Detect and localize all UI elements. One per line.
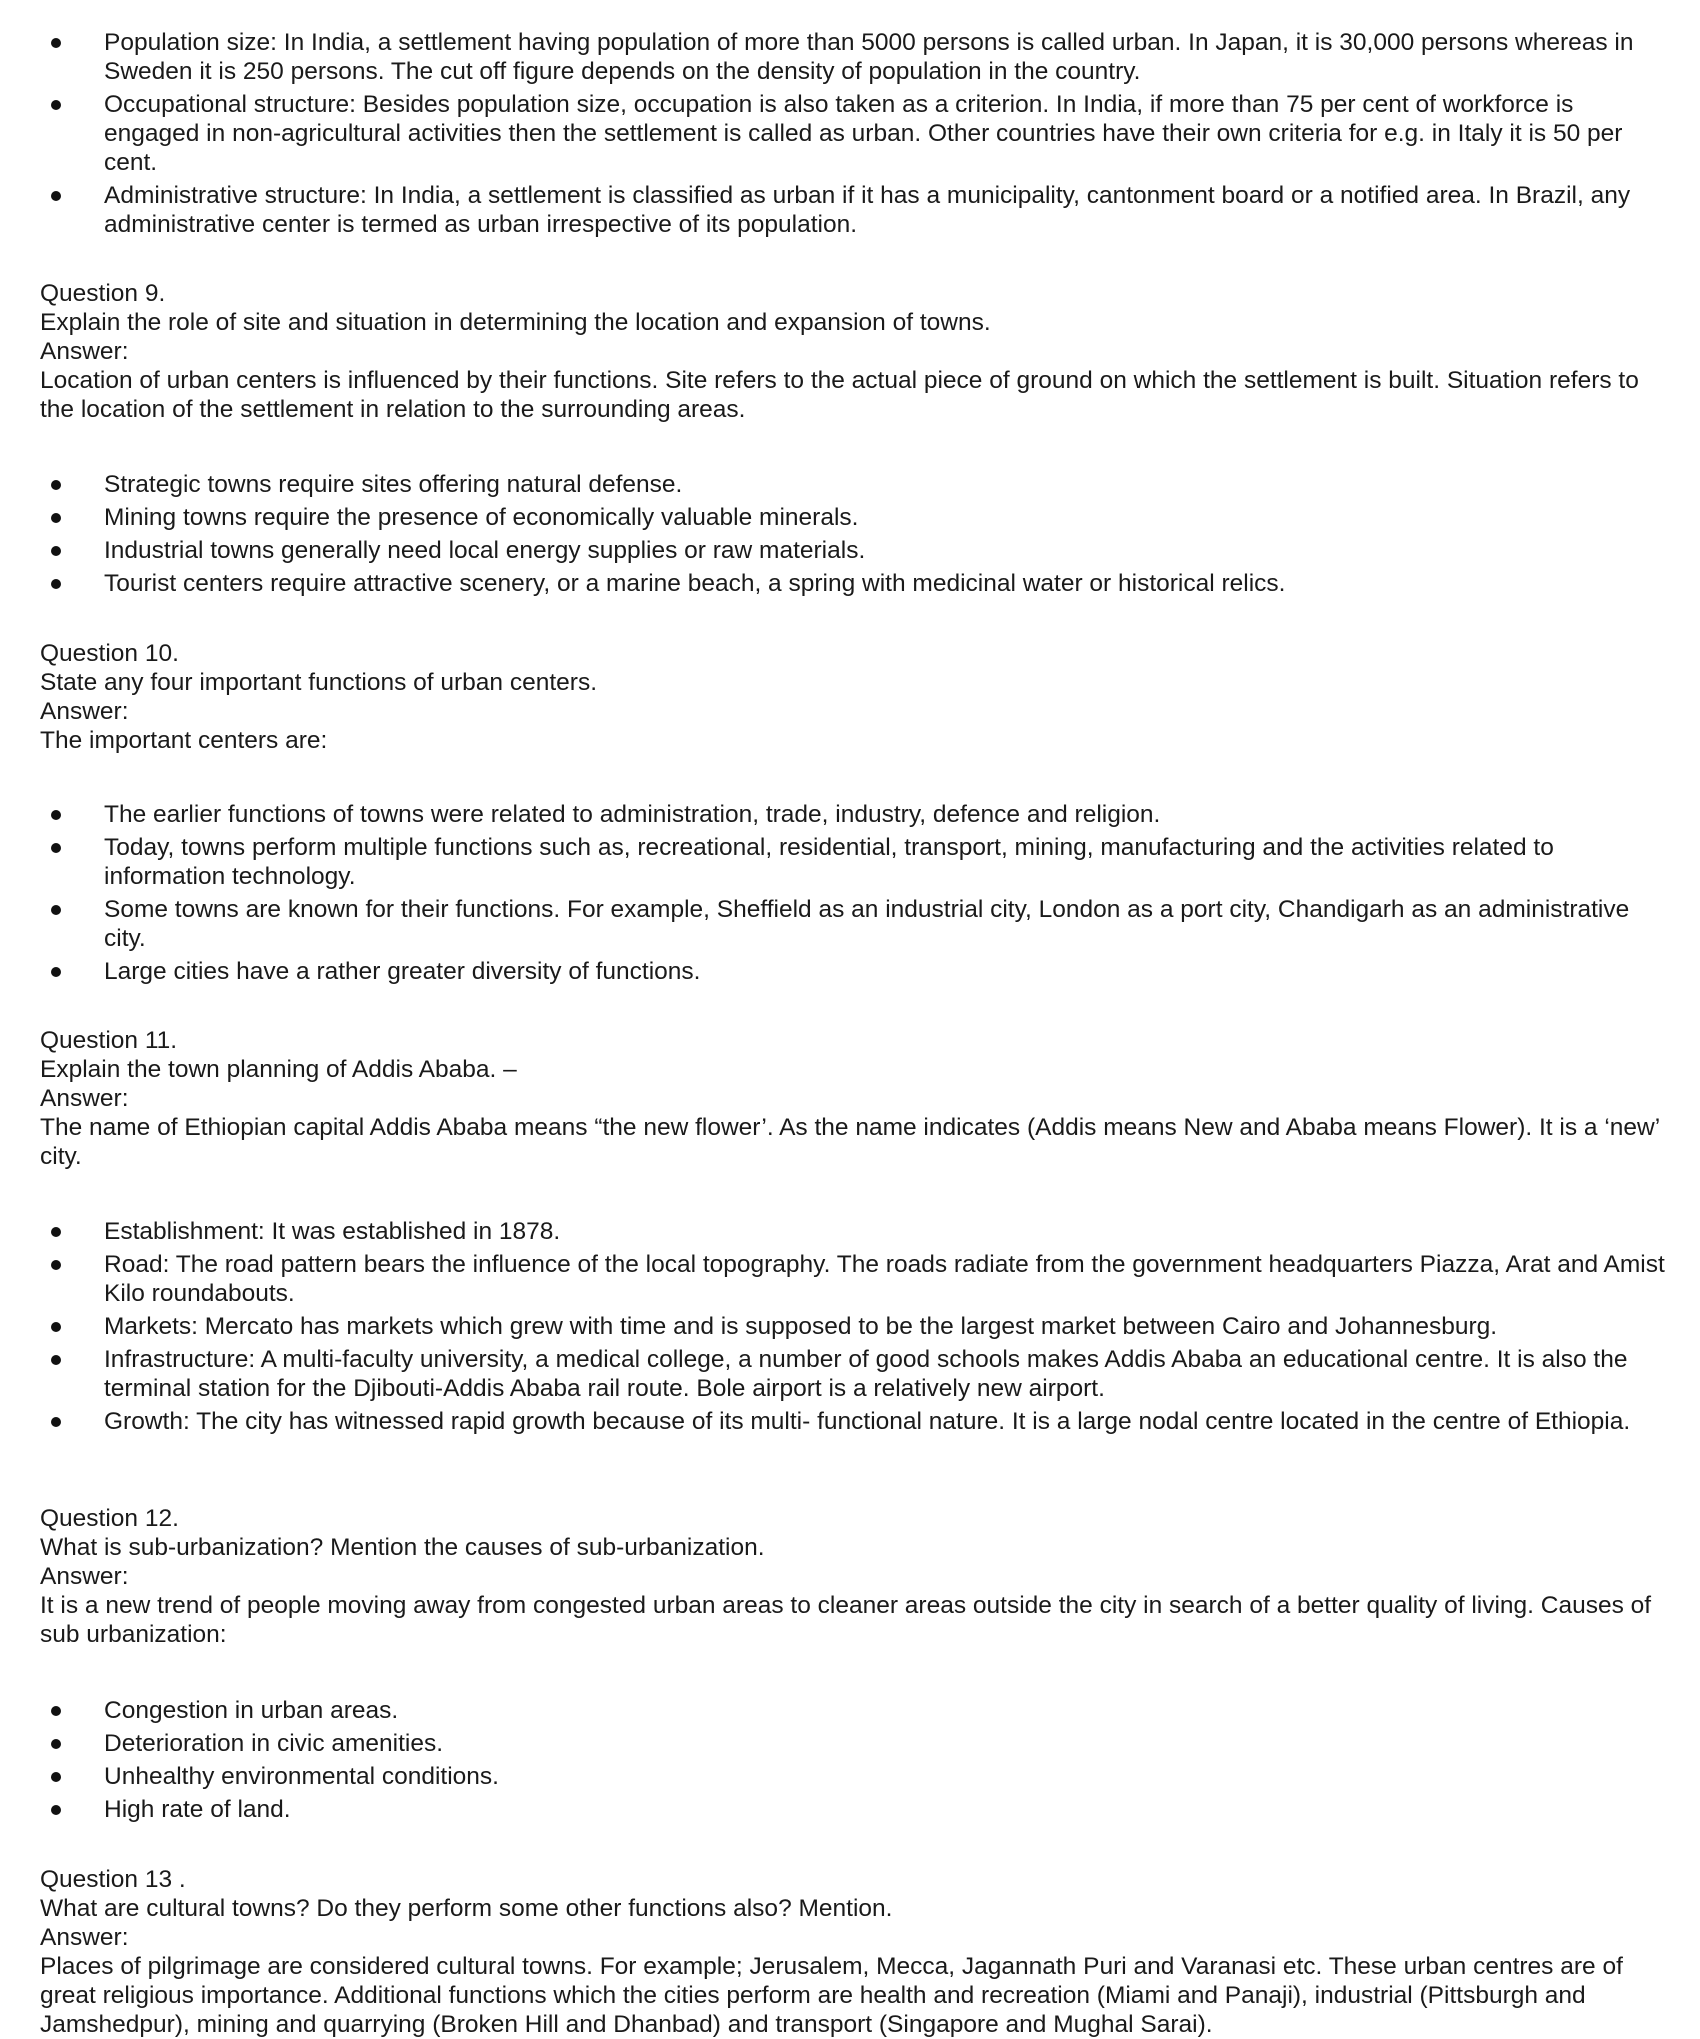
bullet-item: [0, 28, 1680, 86]
bullet-icon: [51, 1706, 61, 1716]
bullet-text: Mining towns require the presence of economically valuable minerals.: [104, 504, 859, 531]
bullet-text: Road: The road pattern bears the influence of the local topography. The roads radiate from the government headquarters Piazza, Arat and Amist Kilo roundabouts.: [104, 1251, 1665, 1307]
bullet-item: [0, 800, 1680, 829]
bullet-item: [0, 470, 1680, 499]
bullet-icon: [51, 513, 61, 523]
bullet-icon: [51, 967, 61, 977]
question-13: [40, 1865, 1675, 2039]
answer-label: Answer:: [40, 338, 129, 365]
question-text: Explain the town planning of Addis Ababa. –: [40, 1056, 517, 1083]
bullet-text: Establishment: It was established in 1878.: [104, 1218, 561, 1245]
bullet-icon: [51, 1772, 61, 1782]
answer-text: It is a new trend of people moving away from congested urban areas to cleaner areas outside the city in search of a better quality of living. Causes of sub urbanization:: [40, 1592, 1652, 1648]
bullet-icon: [51, 1227, 61, 1237]
bullet-item: [0, 90, 1680, 177]
bullet-icon: [51, 905, 61, 915]
bullet-item: [0, 1729, 1680, 1758]
bullet-icon: [51, 1805, 61, 1815]
intro-bullet-list: [0, 28, 1680, 243]
bullet-text: Large cities have a rather greater diversity of functions.: [104, 958, 701, 985]
bullet-icon: [51, 1355, 61, 1365]
answer-label: Answer:: [40, 1924, 129, 1951]
bullet-text: High rate of land.: [104, 1796, 291, 1823]
bullet-icon: [51, 480, 61, 490]
question-9: [40, 279, 1675, 424]
answer-text: The name of Ethiopian capital Addis Ababa means “the new flower’. As the name indicates (Addis means New and Ababa means Flower). It is a ‘new’ city.: [40, 1114, 1660, 1170]
bullet-icon: [51, 38, 61, 48]
question-heading: Question 11.: [40, 1027, 178, 1054]
bullet-text: Growth: The city has witnessed rapid growth because of its multi- functional nature. It is a large nodal centre located in the centre of Ethiopia.: [104, 1408, 1631, 1435]
bullet-text: Administrative structure: In India, a settlement is classified as urban if it has a municipality, cantonment board or a notified area. In Brazil, any administrative center is termed as urban irrespective of its population.: [104, 182, 1631, 238]
bullet-text: Unhealthy environmental conditions.: [104, 1763, 499, 1790]
question-text: What is sub-urbanization? Mention the causes of sub-urbanization.: [40, 1534, 765, 1561]
question-text: What are cultural towns? Do they perform some other functions also? Mention.: [40, 1895, 893, 1922]
bullet-icon: [51, 1260, 61, 1270]
answer-label: Answer:: [40, 1085, 129, 1112]
question-12-bullets: [0, 1696, 1680, 1828]
bullet-icon: [51, 579, 61, 589]
answer-label: Answer:: [40, 1563, 129, 1590]
question-heading: Question 13 .: [40, 1866, 186, 1893]
question-10-bullets: [0, 800, 1680, 990]
answer-label: Answer:: [40, 698, 129, 725]
bullet-item: [0, 1407, 1680, 1436]
question-10: [40, 639, 1675, 755]
bullet-text: The earlier functions of towns were related to administration, trade, industry, defence and religion.: [104, 801, 1161, 828]
bullet-text: Infrastructure: A multi-faculty university, a medical college, a number of good schools makes Addis Ababa an educational centre. It is also the terminal station for the Djibouti-Addis Ababa rail route. Bole airport is a relatively new airport.: [104, 1346, 1628, 1402]
question-heading: Question 9.: [40, 280, 166, 307]
answer-text: Places of pilgrimage are considered cultural towns. For example; Jerusalem, Mecca, Jagannath Puri and Varanasi etc. These urban centres are of great religious importance. Additional functions which the cities perform are health and recreation (Miami and Panaji), industrial (Pittsburgh and Jamshedpur), mining and quarrying (Broken Hill and Dhanbad) and transport (Singapore and Mughal Sarai).: [40, 1953, 1623, 2038]
bullet-text: Deterioration in civic amenities.: [104, 1730, 444, 1757]
question-11-bullets: [0, 1217, 1680, 1440]
bullet-icon: [51, 1739, 61, 1749]
bullet-icon: [51, 1322, 61, 1332]
bullet-item: [0, 1312, 1680, 1341]
question-9-bullets: [0, 470, 1680, 602]
answer-text: Location of urban centers is influenced by their functions. Site refers to the actual piece of ground on which the settlement is built. Situation refers to the location of the settlement in relation to the surrounding areas.: [40, 367, 1639, 423]
question-text: State any four important functions of urban centers.: [40, 669, 598, 696]
bullet-text: Tourist centers require attractive scenery, or a marine beach, a spring with medicinal water or historical relics.: [104, 570, 1286, 597]
bullet-text: Some towns are known for their functions. For example, Sheffield as an industrial city, London as a port city, Chandigarh as an administrative city.: [104, 896, 1630, 952]
bullet-icon: [51, 546, 61, 556]
bullet-item: [0, 503, 1680, 532]
bullet-text: Industrial towns generally need local energy supplies or raw materials.: [104, 537, 866, 564]
bullet-item: [0, 536, 1680, 565]
question-11: [40, 1026, 1675, 1171]
bullet-item: [0, 833, 1680, 891]
bullet-item: [0, 1345, 1680, 1403]
bullet-text: Today, towns perform multiple functions such as, recreational, residential, transport, mining, manufacturing and the activities related to information technology.: [104, 834, 1554, 890]
bullet-item: [0, 1795, 1680, 1824]
bullet-icon: [51, 1417, 61, 1427]
question-heading: Question 10.: [40, 640, 179, 667]
bullet-text: Strategic towns require sites offering natural defense.: [104, 471, 683, 498]
answer-text: The important centers are:: [40, 727, 328, 754]
bullet-item: [0, 1217, 1680, 1246]
bullet-text: Markets: Mercato has markets which grew with time and is supposed to be the largest market between Cairo and Johannesburg.: [104, 1313, 1498, 1340]
question-heading: Question 12.: [40, 1505, 179, 1532]
bullet-icon: [51, 100, 61, 110]
bullet-text: Occupational structure: Besides population size, occupation is also taken as a criterion. In India, if more than 75 per cent of workforce is engaged in non-agricultural activities then the settlement is called as urban. Other countries have their own criteria for e.g. in Italy it is 50 per cent.: [104, 91, 1623, 176]
bullet-item: [0, 1250, 1680, 1308]
bullet-icon: [51, 843, 61, 853]
bullet-item: [0, 569, 1680, 598]
bullet-item: [0, 181, 1680, 239]
bullet-text: Congestion in urban areas.: [104, 1697, 399, 1724]
bullet-item: [0, 1696, 1680, 1725]
bullet-icon: [51, 810, 61, 820]
bullet-item: [0, 895, 1680, 953]
bullet-text: Population size: In India, a settlement having population of more than 5000 persons is called urban. In Japan, it is 30,000 persons whereas in Sweden it is 250 persons. The cut off figure depends on the density of population in the country.: [104, 29, 1634, 85]
question-text: Explain the role of site and situation in determining the location and expansion of towns.: [40, 309, 991, 336]
question-12: [40, 1504, 1675, 1649]
bullet-item: [0, 957, 1680, 986]
bullet-icon: [51, 191, 61, 201]
bullet-item: [0, 1762, 1680, 1791]
